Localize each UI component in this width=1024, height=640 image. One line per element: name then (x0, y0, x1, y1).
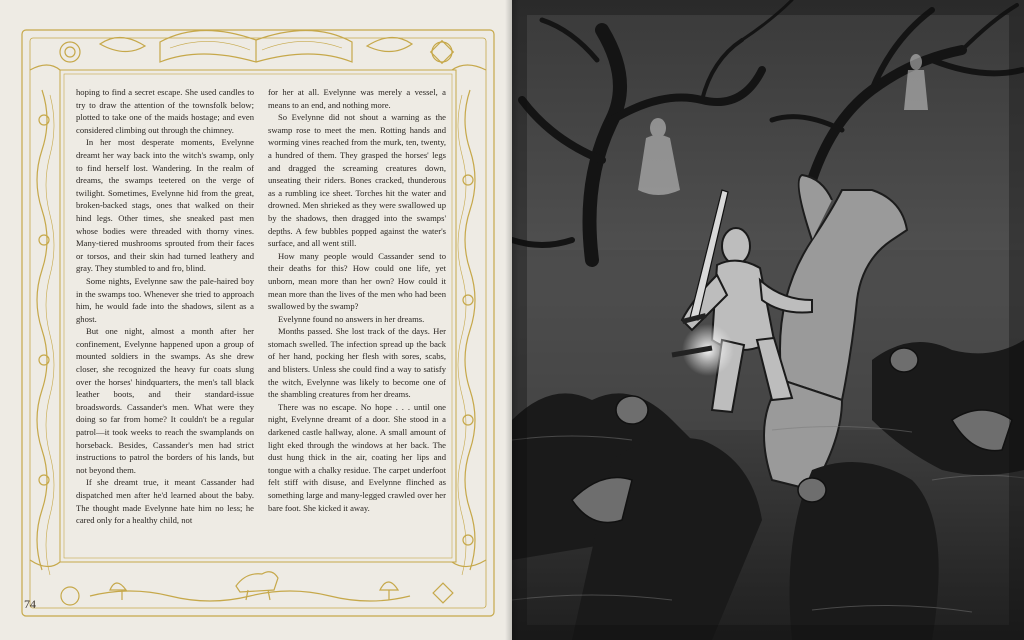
page-number: 74 (24, 597, 36, 611)
paragraph: Some nights, Evelynne saw the pale-haired boy in the swamps too. Whenever she tried to approach him, he would fade into the shadows, silent as a ghost. (76, 275, 254, 324)
paragraph: Evelynne found no answers in her dreams. (278, 313, 425, 324)
paragraph: hoping to find a secret escape. She used candles to try to draw the attention of the townsfolk below; plotted to take one of the maids hostage; and even considered climbing out through the chimney. (76, 87, 254, 135)
paragraph: So Evelynne did not shout a warning as the swamp rose to meet the men. Rotting hands and worming vines reached from the murk, ten, twenty, a hundred of them. They grasped the horses' legs and dragged the screaming creatures down, unseating their riders. Bones cracked, thunderous as a rumbling ice sheet. Torches hit the water and drowned. Men shrieked as they were swallowed up by the shadows, then dragged into the swamps' depths. A few bubbles popped against the water's surface, and all went still. (268, 112, 446, 249)
paragraph: How many people would Cassander send to their deaths for this? How could one life, yet unborn, mean more than her own? How could it mean more than the lives of the men who had been swallowed by the swamp? (268, 250, 446, 312)
right-page-illustration (512, 0, 1024, 640)
paragraph: But one night, almost a month after her confinement, Evelynne happened upon a group of mounted soldiers in the swamps. As she drew closer, she recognized the heavy fur coats slung over the horses' hindquarters, the men's tall black leather boots, and their standard-issue broadswords. Cassander's men. What were they doing so far from home? It couldn't be a regular patrol—it took weeks to reach the swamplands on horseback. Besides, Cassander's men had strict instructions to patrol the borders of his lands, but not beyond them. (76, 326, 254, 475)
text-column-right (268, 86, 446, 514)
paragraph: Months passed. She lost track of the days. Her stomach swelled. The infection spread up the back of her hand, pocking her flesh with sores, scabs, and blisters. Unless she could find a way to satisfy the witch, Evelynne was likely to become one of the shambling creatures from her dreams. (268, 326, 446, 400)
paragraph: In her most desperate moments, Evelynne dreamt her way back into the witch's swamp, only to find herself lost. Wandering. In the realm of dreams, the swamps teetered on the verge of twilight. Sometimes, Evelynne hid from the great, broken-backed stags, ones that walked on their hind legs. Other times, she sneaked past men whose bodies were threaded with thorny vines. Many-tiered mushrooms sprouted from their faces or torsos, and their skin had turned leathery and gray. They stumbled to and fro, blind. (76, 137, 254, 274)
text-column-left (76, 86, 254, 527)
paragraph: for her at all. Evelynne was merely a vessel, a means to an end, and nothing more. (268, 87, 446, 110)
paragraph: There was no escape. No hope . . . until one night, Evelynne dreamt of a door. She stood in a darkened castle hallway, alone. A small amount of light eked through the windows at her back. The dust hung thick in the air, coating her lips and tongue with a chalky residue. The carpet underfoot felt stiff with disuse, and Evelynne flinched as something large and many-legged crawled over her bare foot. She kicked it away. (268, 401, 446, 513)
book-gutter (505, 0, 519, 640)
paragraph: If she dreamt true, it meant Cassander had dispatched men after he'd learned about the baby. The thought made Evelynne hate him no less; he cared only for a healthy child, not (76, 477, 254, 526)
knight-swamp-illustration (512, 0, 1024, 640)
